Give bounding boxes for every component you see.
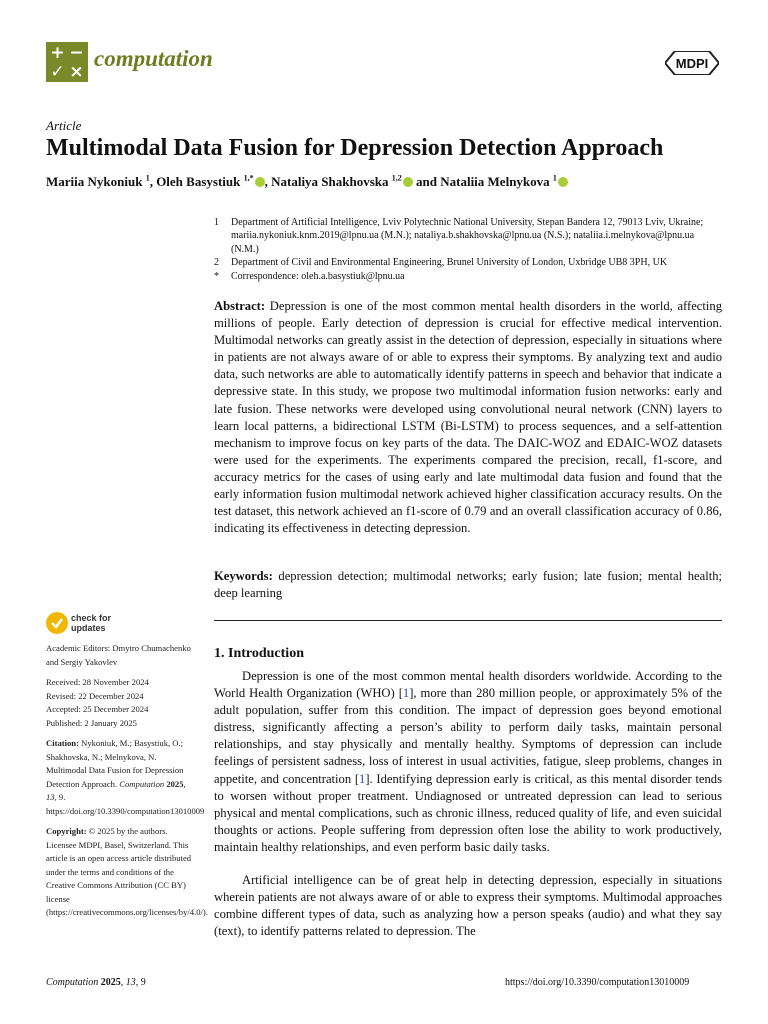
- published-date: Published: 2 January 2025: [46, 717, 137, 728]
- orcid-icon[interactable]: [558, 177, 568, 187]
- citation: Citation: Nykoniuk, M.; Basystiuk, O.; Shakhovska, N.; Melnykova, N. Multimodal Data Fusion for Depression Detection Approach. Computation 2025, 13, 9. https://doi.org/10.3390/computation13010009: [46, 738, 205, 816]
- intro-paragraph-1: [214, 668, 722, 856]
- accepted-date: Accepted: 25 December 2024: [46, 704, 149, 714]
- minus-icon: −: [69, 43, 84, 63]
- affiliation-mark: *: [214, 270, 219, 282]
- author-name[interactable]: Oleh Basystiuk: [156, 174, 241, 189]
- check-icon: ✓: [50, 62, 65, 82]
- check-for-updates-button[interactable]: [46, 612, 126, 636]
- abstract-text: Depression is one of the most common mental health disorders in the world, affecting millions of people. Early detection of depression is crucial for effective medical intervention. Multimodal networks can greatly assist in the detection of depression, especially in situations where in patients are not always aware of or able to express their symptoms. By analyzing text and audio data, such networks are able to automatically identify patterns in speech and behavior that indicate a depressive state. In this study, we propose two multimodal information fusion networks: early and late fusion. These networks were developed using convolutional neural network (CNN) layers to learn local patterns, a bidirectional LSTM (Bi-LSTM) to process sequences, and a self-attention mechanism to improve focus on key parts of the data. The DAIC-WOZ and EDAIC-WOZ datasets were used for the experiments. The experiments compared the precision, recall, f1-score, and accuracy metrics for the cases of using early and late multimodal data fusion and found that the early information fusion multimodal network achieved higher classification accuracy results. On the test dataset, this network achieved an f1-score of 0.79 and an overall classification accuracy of 0.86, indicating its effectiveness in detecting depression.: [214, 299, 722, 536]
- affiliation-marker: 1,2: [391, 173, 402, 183]
- article-sidebar: [46, 642, 208, 927]
- citation-link[interactable]: 1: [359, 771, 366, 786]
- abstract: [214, 298, 722, 537]
- keywords-text: depression detection; multimodal networks; early fusion; late fusion; mental health; deep learning: [214, 569, 722, 601]
- footer-volume: 13: [125, 977, 136, 988]
- footer-journal: Computation: [46, 977, 99, 988]
- affiliation-marker: 1: [145, 173, 150, 183]
- academic-editors: Academic Editors: Dmytro Chumachenko and Sergiy Yakovlev: [46, 643, 191, 667]
- author-separator: and: [412, 174, 441, 189]
- revised-date: Revised: 22 December 2024: [46, 690, 144, 701]
- text-run: ], more than 280 million people, or approximately 5% of the adult population, suffer from this condition. The impact of depression goes beyond emotional distress, significantly affecting a person’s ability to perform daily tasks, maintain personal relationships, and stay physically and mentally healthy. Symptoms of depression can include feelings of persistent sadness, loss of interest in usual activities, fatigue, sleep problems, changes in appetite, and concentration [: [214, 686, 722, 786]
- received-date: Received: 28 November 2024: [46, 677, 149, 687]
- section-divider: [214, 620, 722, 621]
- journal-logo: [46, 42, 88, 82]
- citation-doi[interactable]: , 9. https://doi.org/10.3390/computation13010009: [46, 792, 205, 816]
- intro-paragraph-2: Artificial intelligence can be of great help in detecting depression, especially in situations wherein patients are not always aware of or able to express their symptoms. Multimodal approaches combine different types of data, such as analyzing how a person speaks (audio) and what they say (text), to identify patterns related to depression. The: [214, 873, 722, 939]
- footer-doi-link[interactable]: https://doi.org/10.3390/computation13010009: [505, 977, 690, 988]
- orcid-icon[interactable]: [255, 177, 265, 187]
- affiliation-item: [214, 270, 724, 283]
- author-separator: ,: [264, 174, 272, 189]
- footer-article: , 9: [135, 977, 146, 988]
- citation-link[interactable]: 1: [402, 686, 410, 701]
- footer-year: 2025: [100, 977, 121, 988]
- article-title: Multimodal Data Fusion for Depression Detection Approach: [46, 135, 664, 161]
- affiliation-text: Department of Civil and Environmental Engineering, Brunel University of London, Uxbridge UB8 3PH, UK: [231, 257, 668, 269]
- mdpi-logo: [665, 51, 719, 75]
- journal-name: computation: [94, 46, 213, 71]
- keywords: [214, 568, 722, 602]
- citation-text: Nykoniuk, M.; Basystiuk, O.; Shakhovska, N.; Melnykova, N. Multimodal Data Fusion for Depression Detection Approach.: [46, 738, 184, 789]
- check-updates-icon: [46, 612, 68, 634]
- affiliation-item: [214, 216, 724, 256]
- orcid-icon[interactable]: [403, 177, 413, 187]
- affiliations: [214, 216, 724, 283]
- author-name[interactable]: Nataliia Melnykova: [440, 174, 550, 189]
- abstract-label: Abstract:: [214, 299, 266, 313]
- copyright: [46, 825, 208, 920]
- keywords-label: Keywords:: [214, 569, 273, 583]
- citation-label: Citation:: [46, 738, 79, 748]
- dates: [46, 676, 196, 730]
- citation-volume: 13: [46, 792, 55, 802]
- copyright-label: Copyright:: [46, 826, 87, 836]
- copyright-text: © 2025 by the authors. Licensee MDPI, Basel, Switzerland. This article is an open access article distributed under the terms and conditions of the Creative Commons Attribution (CC BY) license (https://creativecommons.org/licenses/by/4.0/).: [46, 826, 208, 917]
- affiliation-marker: 1,*: [243, 173, 254, 183]
- publisher-name: MDPI: [675, 56, 709, 71]
- affiliation-marker: 1: [552, 173, 557, 183]
- citation-journal: Computation: [119, 778, 165, 789]
- citation-year: 2025: [166, 778, 184, 789]
- affiliation-mark: 2: [214, 257, 219, 269]
- text-run: Depression is one of the most common mental health disorders worldwide. According to the World Health Organization (WHO) [: [214, 669, 722, 701]
- author-name[interactable]: Nataliya Shakhovska: [271, 174, 389, 189]
- section-heading: 1. Introduction: [214, 646, 304, 661]
- affiliation-text: Department of Artificial Intelligence, Lviv Polytechnic National University, Stepan Bandera 12, 79013 Lviv, Ukraine; mariia.nykoniuk.knm.2019@lpnu.ua (M.N.); nataliya.b.shakhovska@lpnu.ua (N.S.); nataliia.i.melnykova@lpnu.ua (N.M.): [231, 217, 704, 255]
- author-name[interactable]: Mariia Nykoniuk: [46, 174, 143, 189]
- affiliation-mark: 1: [214, 217, 219, 228]
- footer-citation: Computation 2025, 13, 9: [46, 977, 146, 988]
- plus-icon: +: [50, 43, 65, 63]
- article-type: Article: [46, 118, 82, 133]
- check-updates-label: check for updates: [71, 613, 112, 633]
- author-separator: ,: [149, 174, 157, 189]
- text-run: ]. Identifying depression early is critical, as this mental disorder tends to worsen without proper treatment. Undiagnosed or untreated depression can lead to serious physical and mental complications, such as chronic illness, reduced quality of life, and even suicidal thoughts or actions. People suffering from depression often lose the ability to work productively, maintain healthy relationships, and even perform basic daily tasks.: [214, 771, 722, 854]
- affiliation-item: [214, 256, 724, 269]
- author-list: [46, 174, 568, 190]
- times-icon: ×: [69, 62, 84, 82]
- affiliation-text: Correspondence: oleh.a.basystiuk@lpnu.ua: [231, 270, 405, 282]
